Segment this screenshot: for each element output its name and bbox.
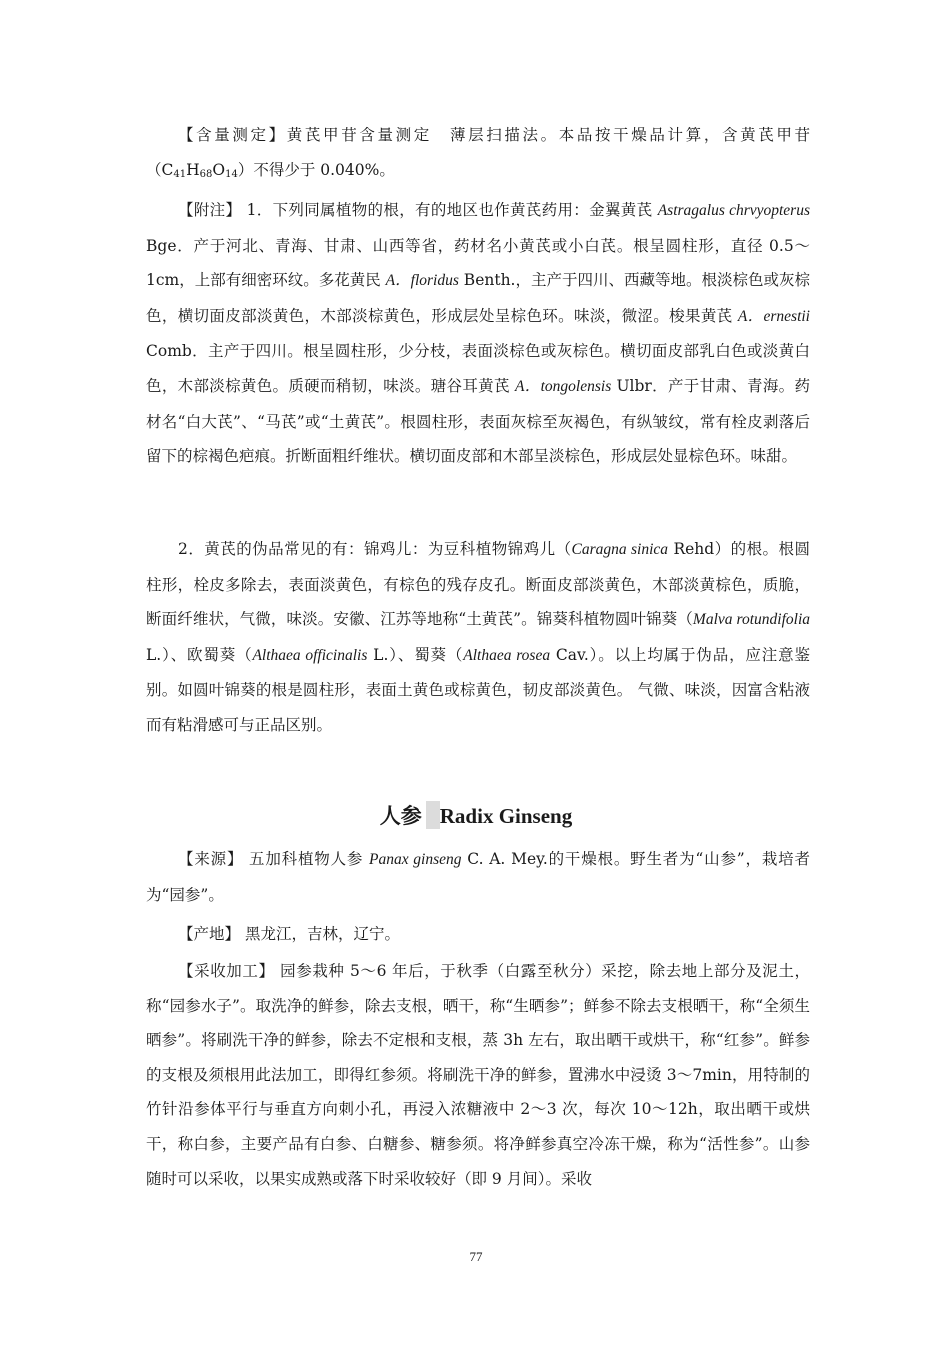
subscript: 68 — [199, 168, 213, 180]
section-heading — [0, 798, 952, 834]
subscript: 41 — [173, 168, 187, 180]
text-run: 黄芪甲苷含量测定 薄层扫描法。本品按干燥品计算，含黄芪甲苷（C — [146, 126, 810, 179]
heading-chinese: 人参 — [379, 803, 422, 828]
latin-name: Althaea officinalis — [252, 646, 368, 664]
source-paragraph — [146, 842, 810, 912]
text-run: L.）、蜀葵（ — [367, 645, 464, 664]
latin-name: Astragalus chrvyopterus — [657, 202, 810, 219]
note-paragraph — [146, 193, 810, 474]
text-run: Benth.，主产于四川、西藏等地。根淡棕色或灰棕色，横切面皮部淡黄色，木部淡棕黄色，形成层处呈棕色环。味淡，微涩。梭果黄芪 — [146, 271, 810, 325]
latin-name: Malva rotundifolia — [692, 611, 810, 629]
section-label-source: 【来源】 — [178, 850, 244, 868]
page-number: 77 — [469, 1249, 483, 1264]
heading-latin: Radix Ginseng — [439, 804, 573, 828]
section-label-origin: 【产地】 — [178, 925, 241, 943]
text-run: Bge．产于河北、青海、甘肃、山西等省，药材名小黄芪或小白芪。根呈圆柱形，直径 0.5～1cm，上部有细密环纹。多花黄民 — [146, 236, 810, 290]
latin-name: Althaea rosea — [463, 646, 551, 664]
section-label-note: 【附注】 — [178, 201, 242, 219]
text-run: 园参栽种 5～6 年后，于秋季（白露至秋分）采挖，除去地上部分及泥土，称“园参水子”。取洗净的鲜参，除去支根，晒干，称“生晒参”；鲜参不除去支根晒干，称“全须生晒参”。将刷洗干净的鲜参，除去不定根和支根，蒸 3h 左右，取出晒干或烘干，称“红参”。鲜参的支根及须根用此法加工，即得红参须。将刷洗干净的鲜参，置沸水中浸烫 3～7min，用特制的竹针沿参体平行与垂直方向刺小孔，再浸入浓糖液中 2～3 次，每次 10～12h，取出晒干或烘干，称白参，主要产品有白参、白糖参、糖参须。将净鲜参真空冷冻干燥，称为“活性参”。山参随时可以采收，以果实成熟或落下时采收较好（即 9 月间）。采收 — [146, 962, 810, 1188]
subscript: 14 — [225, 168, 238, 180]
latin-name: A．floridus — [385, 272, 459, 290]
heading-shade — [426, 801, 440, 829]
text-run: 五加科植物人参 — [243, 850, 369, 868]
origin-paragraph — [146, 917, 810, 952]
section-label-assay: 【含量测定】 — [178, 126, 287, 144]
counterfeit-paragraph — [146, 532, 810, 743]
text-run: C. A. Mey.的干燥根。野生者为“山参”，栽培者为“园参”。 — [146, 850, 811, 904]
text-run: ）不得少于 0.040%。 — [237, 160, 395, 179]
harvest-paragraph — [146, 954, 810, 1196]
text-run: Rehd）的根。根圆柱形，栓皮多除去，表面淡黄色，有棕色的残存皮孔。断面皮部淡黄色，木部淡黄棕色，质脆，断面纤维状，气微，味淡。安徽、江苏等地称“土黄芪”。锦葵科植物圆叶锦葵（ — [146, 540, 810, 629]
section-label-harvest: 【采收加工】 — [178, 962, 275, 980]
text-run: Comb．主产于四川。根呈圆柱形，少分枝，表面淡棕色或灰棕色。横切面皮部乳白色或淡黄白色，木部淡棕黄色。质硬而稍韧，味淡。瑭谷耳黄芪 — [146, 342, 810, 395]
latin-name: Panax ginseng — [369, 851, 462, 868]
text-run: 1．下列同属植物的根，有的地区也作黄芪药用：金翼黄芪 — [241, 201, 658, 219]
text-run: 黑龙江，吉林，辽宁。 — [240, 925, 400, 943]
text-run: O — [212, 160, 226, 179]
latin-name: A．tongolensis — [515, 377, 612, 395]
latin-name: Caragna sinica — [571, 541, 669, 558]
text-run: H — [186, 160, 200, 179]
latin-name: A．ernestii — [737, 307, 810, 325]
text-run: L.）、欧蜀葵（ — [146, 645, 253, 664]
text-run: 2．黄芪的伪品常见的有：锦鸡儿：为豆科植物锦鸡儿（ — [178, 540, 572, 558]
content-assay-paragraph — [146, 118, 810, 192]
text-run: Ulbr．产于甘肃、青海。药材名“白大芪”、“马芪”或“土黄芪”。根圆柱形，表面灰棕至灰褐色，有纵皱纹，常有栓皮剥落后留下的棕褐色疤痕。折断面粗纤维状。横切面皮部和木部呈淡棕色，形成层处显棕色环。味甜。 — [146, 376, 810, 466]
text-run: Cav.）。以上均属于伪品，应注意鉴别。如圆叶锦葵的根是圆柱形，表面土黄色或棕黄色，韧皮部淡黄色。 气微、味淡，因富含粘液而有粘滑感可与正品区别。 — [146, 645, 810, 734]
